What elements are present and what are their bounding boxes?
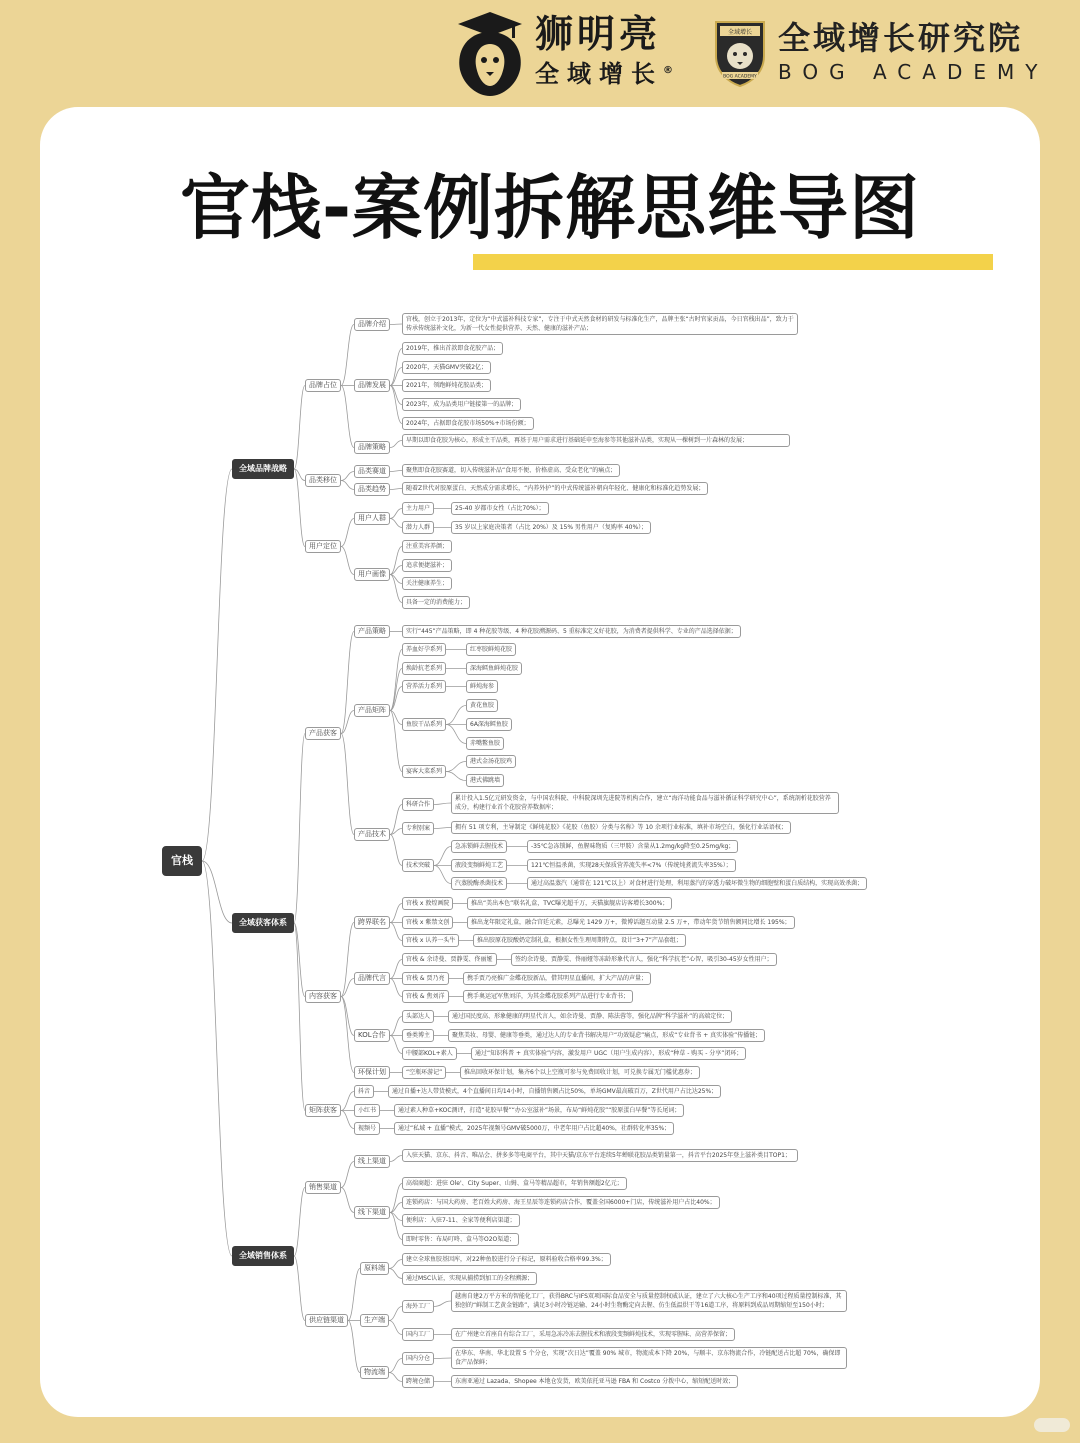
connector-line — [390, 805, 402, 835]
connector-line — [341, 997, 354, 1036]
mindmap-node: 通过高温蒸汽（通常在 121℃以上）对食材进行处理，利用蒸汽的穿透力破坏微生物的细胞壁和蛋白质结构，实现高效杀菌； — [527, 877, 867, 890]
mindmap-node: 注重美容养颜； — [402, 540, 452, 553]
connector-line — [294, 923, 305, 1111]
mindmap-node: 用户定位 — [305, 540, 341, 553]
mindmap-node: 官栈 & 贾乃亮 — [402, 972, 449, 985]
mindmap-node: 通过“私域 + 直播”模式，2025年视频号GMV破5000万，中老年用户占比超40%，社群转化率35%； — [394, 1122, 674, 1135]
connector-line — [348, 1269, 360, 1321]
connector-line — [294, 1188, 305, 1257]
mindmap-node: 品牌代言 — [354, 972, 390, 985]
mindmap-node: 25-40 岁都市女性（占比70%）； — [451, 502, 549, 515]
connector-line — [390, 471, 402, 472]
connector-line — [341, 386, 354, 448]
mindmap-node: 鱼胶干品系列 — [402, 718, 446, 731]
mindmap-node: 在华东、华南、华北设置 5 个分仓，实现“次日达”覆盖 90% 城市，物流成本下降 20%，与顺丰、京东物流合作，冷链配送占比超 70%，确保即食产品保鲜； — [451, 1347, 847, 1369]
mindmap-node: 官栈 & 余诗曼、贾静雯、佟丽娅 — [402, 953, 497, 966]
mindmap-node: 2023年，成为品类用户链接第一的品牌； — [402, 398, 521, 411]
mindmap-node: 推出胶原花胶酸奶定制礼盒，根据女性生理周期特点，设计“3+7”产品套组； — [473, 934, 686, 947]
mindmap-node: 线上渠道 — [354, 1155, 390, 1168]
mindmap-node: KOL合作 — [354, 1029, 390, 1042]
connector-line — [294, 469, 305, 547]
mindmap-node: 液段变频鲜炖工艺 — [451, 859, 507, 872]
mindmap-node: 通过MSC认证，实现从捕捞到加工的全程溯源； — [402, 1272, 537, 1285]
connector-line — [341, 481, 354, 490]
connector-line — [294, 1256, 305, 1321]
mindmap-node: 追求便捷滋补； — [402, 559, 452, 572]
mindmap-node: 建立全球鱼胶基因库，对22种鱼胶进行分子标记，原料验收合格率99.3%； — [402, 1253, 611, 1266]
mindmap-node: 拥有 51 项专利，主导制定《鲜炖花胶》《花胶（鱼胶）分类与名称》等 10 余项行业标准，填补市场空白，强化行业话语权； — [451, 821, 791, 834]
mindmap-node: 头部达人 — [402, 1010, 434, 1023]
mindmap-node: 主力用户 — [402, 502, 434, 515]
mindmap-node: 携手奥运冠军焦刘洋，为其金蝶花胶系列产品进行专业背书； — [463, 990, 633, 1003]
connector-line — [341, 1092, 354, 1111]
connector-line — [294, 734, 305, 924]
mindmap-node: 121℃恒温杀菌，实现28天保质营养流失率<7%（传统炖煮流失率35%）； — [527, 859, 736, 872]
mindmap-node: 聚焦美妆、母婴、健康等垂类，通过达人的专业背书解决用户“功效疑虑”痛点，形成“专业背书 + 真实体验”传播链； — [448, 1029, 765, 1042]
connector-line — [294, 386, 305, 470]
mindmap-node: 环保计划 — [354, 1066, 390, 1079]
mindmap-node: 关注健康养生； — [402, 577, 452, 590]
mindmap-node: 连锁药店：与国大药房、老百姓大药房、海王星辰等连锁药店合作，覆盖全国6000+门店，传统滋补用户占比40%； — [402, 1196, 720, 1209]
connector-line — [348, 1321, 360, 1373]
mindmap-node: 营养活力系列 — [402, 680, 446, 693]
connector-line — [434, 803, 451, 805]
mindmap-node: 官栈，创立于2013年，定位为“中式滋补科技专家”，专注于中式天然食材的研发与标准化生产，品牌主张“古时官家贡品，今日官栈出品”，致力于传承传统滋补文化，为新一代女性提供营养、天然、健康的滋补产品； — [402, 313, 798, 335]
connector-line — [390, 519, 402, 528]
connector-line — [434, 847, 451, 866]
mindmap-node: 国内工厂 — [402, 1328, 434, 1341]
mindmap-node: 早期以即食花胶为核心，形成主干品类，再基于用户需求进行基础延申至海参等其他滋补品类，实现从一棵树到一片森林的发展； — [402, 434, 790, 447]
connector-line — [434, 828, 451, 829]
mindmap-node: 官栈 x 紫禁文创 — [402, 916, 453, 929]
connector-line — [390, 509, 402, 519]
connector-line — [446, 725, 466, 744]
mindmap-node: -35℃急冻锁鲜，鱼腥味物质（三甲胺）含量从1.2mg/kg降至0.25mg/kg； — [527, 840, 738, 853]
registered-mark: ® — [663, 65, 673, 76]
connector-line — [389, 1260, 402, 1269]
connector-line — [434, 866, 451, 884]
mindmap-node: 便利店：入驻7-11、全家等便利店渠道； — [402, 1214, 520, 1227]
mindmap-node: 技术突破 — [402, 859, 434, 872]
mindmap-node: 港式佛跳墙 — [466, 774, 504, 787]
mindmap-node: 通过“知识科普 + 真实体验”内容，激发用户 UGC（用户生成内容），形成“种草 - 购买 - 分享”闭环； — [471, 1047, 746, 1060]
mindmap-node: 具备一定的消费能力； — [402, 596, 470, 609]
mindmap-node: 深海鳕鱼鲜炖花胶 — [466, 662, 522, 675]
mindmap-node: 生产端 — [360, 1314, 389, 1327]
mindmap-node: 累计投入1.5亿元研发资金，与中国农科院、中科院深圳先进院等机构合作，建立“海洋功能食品与滋补循证科学研究中心”，系统剖析花胶营养成分，构建行业首个花胶营养数据库； — [451, 792, 839, 814]
mindmap-node: “空瓶环游记” — [402, 1066, 446, 1079]
mindmap-node: 6A深海鳕鱼胶 — [466, 718, 512, 731]
mindmap-node: 鲜炖海参 — [466, 680, 498, 693]
connector-line — [389, 1307, 402, 1321]
mindmap-node: 通过素人种草+KOC测评，打造“花胶早餐”“办公室滋补”场景，布局“鲜炖花胶”“胶原蛋白早餐”等长尾词； — [394, 1104, 684, 1117]
mindmap-node: 宴客大菜系列 — [402, 765, 446, 778]
connector-line — [341, 519, 354, 547]
mindmap-node: 物流端 — [360, 1366, 389, 1379]
connector-line — [390, 1156, 402, 1162]
mindmap-node: 矩阵获客 — [305, 1104, 341, 1117]
connector-line — [390, 349, 402, 386]
mindmap-node: 原料端 — [360, 1262, 389, 1275]
mindmap-node: 线下渠道 — [354, 1206, 390, 1219]
connector-line — [390, 441, 402, 448]
mindmap-node: 35 岁以上家庭决策者（占比 20%）及 15% 男性用户（复购率 40%）； — [451, 521, 651, 534]
mindmap-node: 产品策略 — [354, 625, 390, 638]
mindmap-node: 2024年，占据即食花胶市场50%+市场份额； — [402, 417, 534, 430]
mindmap-node: 产品技术 — [354, 828, 390, 841]
mindmap-node: 即时零售：布局叮咚、盒马等O2O渠道； — [402, 1233, 519, 1246]
mindmap-node: 品类移位 — [305, 474, 341, 487]
connector-line — [341, 325, 354, 386]
connector-line — [389, 1373, 402, 1382]
connector-line — [390, 650, 402, 711]
connector-line — [446, 706, 466, 725]
connector-line — [202, 861, 232, 923]
mindmap-node: 高端商超：进驻 Ole'、City Super、山姆、盒马等精品超市，年销售额超2亿元； — [402, 1177, 627, 1190]
connector-line — [390, 835, 402, 866]
badge-top-text: 全域增长 — [727, 29, 753, 36]
mindmap-node: 急冻锁鲜去腥技术 — [451, 840, 507, 853]
connector-line — [341, 1162, 354, 1188]
mindmap-node: 官栈 x 认养一头牛 — [402, 934, 459, 947]
page-title: 官栈-案例拆解思维导图 — [180, 167, 921, 249]
mindmap-node: 2020年，天猫GMV突破2亿； — [402, 361, 491, 374]
mindmap-node: 产品矩阵 — [354, 704, 390, 717]
mindmap-node: 携手贾乃亮推广金蝶花胶新品，借其明星直播间，扩大产品的声量； — [463, 972, 651, 985]
mindmap-node: 在广州建立首座自有综合工厂，采用急冻冷冻去腥技术和液段变频鲜炖技术，实现零腥味、高营养保留； — [451, 1328, 735, 1341]
mindmap-node: 焕龄抗老系列 — [402, 662, 446, 675]
mindmap-node: 销售渠道 — [305, 1181, 341, 1194]
mindmap-node: 品牌发展 — [354, 379, 390, 392]
mindmap-node: 官栈 & 焦刘洋 — [402, 990, 449, 1003]
mindmap-node: 品牌介绍 — [354, 318, 390, 331]
connector-line — [446, 762, 466, 772]
mindmap-node: 黄花鱼胶 — [466, 699, 498, 712]
mindmap-node: 品类趋势 — [354, 483, 390, 496]
mindmap-node: 品类赛道 — [354, 465, 390, 478]
mindmap-node: 垂类博主 — [402, 1029, 434, 1042]
connector-line — [390, 324, 402, 325]
connector-line — [202, 469, 232, 861]
mindmap-node: 国内分仓 — [402, 1352, 434, 1365]
connector-line — [341, 1111, 354, 1129]
mindmap-node: 用户人群 — [354, 512, 390, 525]
mindmap-node: 签约余诗曼、贾静雯、佟丽娅等冻龄形象代言人，强化“科学抗老”心智，吸引30-45岁女性用户； — [511, 953, 777, 966]
connector-line — [390, 979, 402, 997]
mindmap-node: 品牌策略 — [354, 441, 390, 454]
academy-english: BOG ACADEMY — [778, 60, 1049, 84]
mindmap-node: 聚焦即食花胶赛道，切入传统滋补品“食用不便、价格虚高、受众老化”的痛点； — [402, 464, 620, 477]
academy-name: 全域增长研究院 — [778, 19, 1024, 57]
watermark-badge — [1034, 1418, 1070, 1432]
connector-line — [390, 960, 402, 979]
mindmap-node: 跨界联名 — [354, 916, 390, 929]
mindmap-node: 专利别案 — [402, 822, 434, 835]
mindmap-node: 通过国民度高、形象健康的明星代言人，如余诗曼、贾静、陈法蓉等，强化品牌“科学滋补”的高端定位； — [448, 1010, 732, 1023]
mindmap-node: 官栈 x 敦煌画院 — [402, 897, 453, 910]
mindmap-node: 产品获客 — [305, 727, 341, 740]
mindmap-node: 红枣胶鲜炖花胶 — [466, 643, 516, 656]
connector-line — [446, 772, 466, 781]
mindmap-node: 全域品牌战略 — [232, 459, 294, 479]
connector-line — [390, 669, 402, 711]
mindmap-node: 全域销售体系 — [232, 1246, 294, 1266]
mindmap-node: 越南自建2万平方米的智能化工厂，获得BRC与IFS双项国际食品安全与质量控制权威认证，建立了六大核心生产工序和40项过程质量控制标准，其独创的“鲜制工艺黄金链路”，满足3小时冷链运输、24小时生物酶定向去腥、仿生低温烘干等16道工序，将原料到成品周期缩短至150小时； — [451, 1290, 847, 1312]
mindmap-node: 推出龙年限定礼盒，融合宫廷元素，总曝光 1429 万+，微博话题互动量 2.5 万+，带动年货节销售额同比增长 195%； — [467, 916, 795, 929]
connector-line — [390, 386, 402, 424]
mindmap-node: 官栈 — [162, 846, 202, 876]
mindmap-node: 赤嘴鳘鱼胶 — [466, 737, 504, 750]
mindmap-node: 全域获客体系 — [232, 913, 294, 933]
mindmap-node: 汽蒸脱酶杀菌技术 — [451, 877, 507, 890]
connector-line — [390, 489, 402, 490]
mindmap-node: 内容获客 — [305, 990, 341, 1003]
connector-line — [341, 734, 354, 835]
mindmap-node: 随着Z世代对胶原蛋白、天然成分需求增长，“内养外护”的中式传统滋补朝向年轻化、健康化和标准化趋势发展； — [402, 482, 708, 495]
connector-line — [390, 904, 402, 923]
connector-line — [341, 632, 354, 734]
connector-line — [434, 1358, 451, 1359]
connector-line — [389, 1269, 402, 1279]
mindmap-node: 科研合作 — [402, 798, 434, 811]
mindmap-node: 2019年，推出首款即食花胶产品； — [402, 342, 503, 355]
mindmap-node: 入驻天猫、京东、抖音、唯品会、拼多多等电商平台，其中天猫/京东平台连续5年蝉联花胶品类销量第一，抖音平台2025年登上滋补类目TOP1； — [402, 1149, 798, 1162]
mindmap-node: 抖音 — [354, 1085, 374, 1098]
mindmap-node: 视频号 — [354, 1122, 380, 1135]
connector-line — [390, 1017, 402, 1036]
badge-bottom-text: BOG ACADEMY — [723, 74, 757, 80]
mindmap-node: 通过自播+达人带货模式，4个直播间日均14小时，自播销售额占比50%，单场GMV最高破百万，Z世代用户占比达25%； — [388, 1085, 721, 1098]
mindmap-node: 养血好孕系列 — [402, 643, 446, 656]
mindmap-node: 品牌占位 — [305, 379, 341, 392]
connector-line — [390, 368, 402, 386]
mindmap-node: 中腰部KOL+素人 — [402, 1047, 457, 1060]
mindmap-node: 推出回收环保计划，集齐6个以上空瓶可参与免费回收计划，可兑换专属无门槛优惠券； — [460, 1066, 700, 1079]
mindmap-node: 推出“美出本色”联名礼盒，TVC曝光超千万，天猫旗舰店访客增长300%； — [467, 897, 672, 910]
mindmap-node: 海外工厂 — [402, 1300, 434, 1313]
mindmap-node: 东南亚通过 Lazada、Shopee 本地仓发货，欧美依托亚马逊 FBA 和 Costco 分拨中心，缩短配送时效； — [451, 1375, 738, 1388]
connector-line — [434, 1301, 451, 1307]
mindmap-node: 港式金汤花胶鸡 — [466, 755, 516, 768]
connector-line — [389, 1321, 402, 1335]
connector-line — [341, 923, 354, 997]
mindmap-node: 小红书 — [354, 1104, 380, 1117]
mindmap-node: 潜力人群 — [402, 521, 434, 534]
mindmap-node: 实行“445”产品策略，即 4 种花胶等级、4 种花胶溯源码、5 重标准定义好花胶，为消费者提供科学、专业的产品选择依据； — [402, 625, 741, 638]
connector-line — [390, 386, 402, 405]
mindmap-node: 跨境仓储 — [402, 1375, 434, 1388]
connector-line — [341, 1188, 354, 1213]
connector-line — [341, 472, 354, 481]
mindmap-node: 供应链渠道 — [305, 1314, 348, 1327]
connector-line — [390, 923, 402, 941]
connector-line — [389, 1359, 402, 1373]
connector-line — [341, 547, 354, 575]
brand-name: 狮明亮 — [535, 12, 662, 56]
mindmap-node: 用户画像 — [354, 568, 390, 581]
brand-sub: 全域增长® — [535, 60, 673, 88]
connector-line — [390, 711, 402, 772]
connector-line — [390, 1036, 402, 1054]
mindmap-node: 2021年，领跑鲜炖花胶品类； — [402, 379, 491, 392]
